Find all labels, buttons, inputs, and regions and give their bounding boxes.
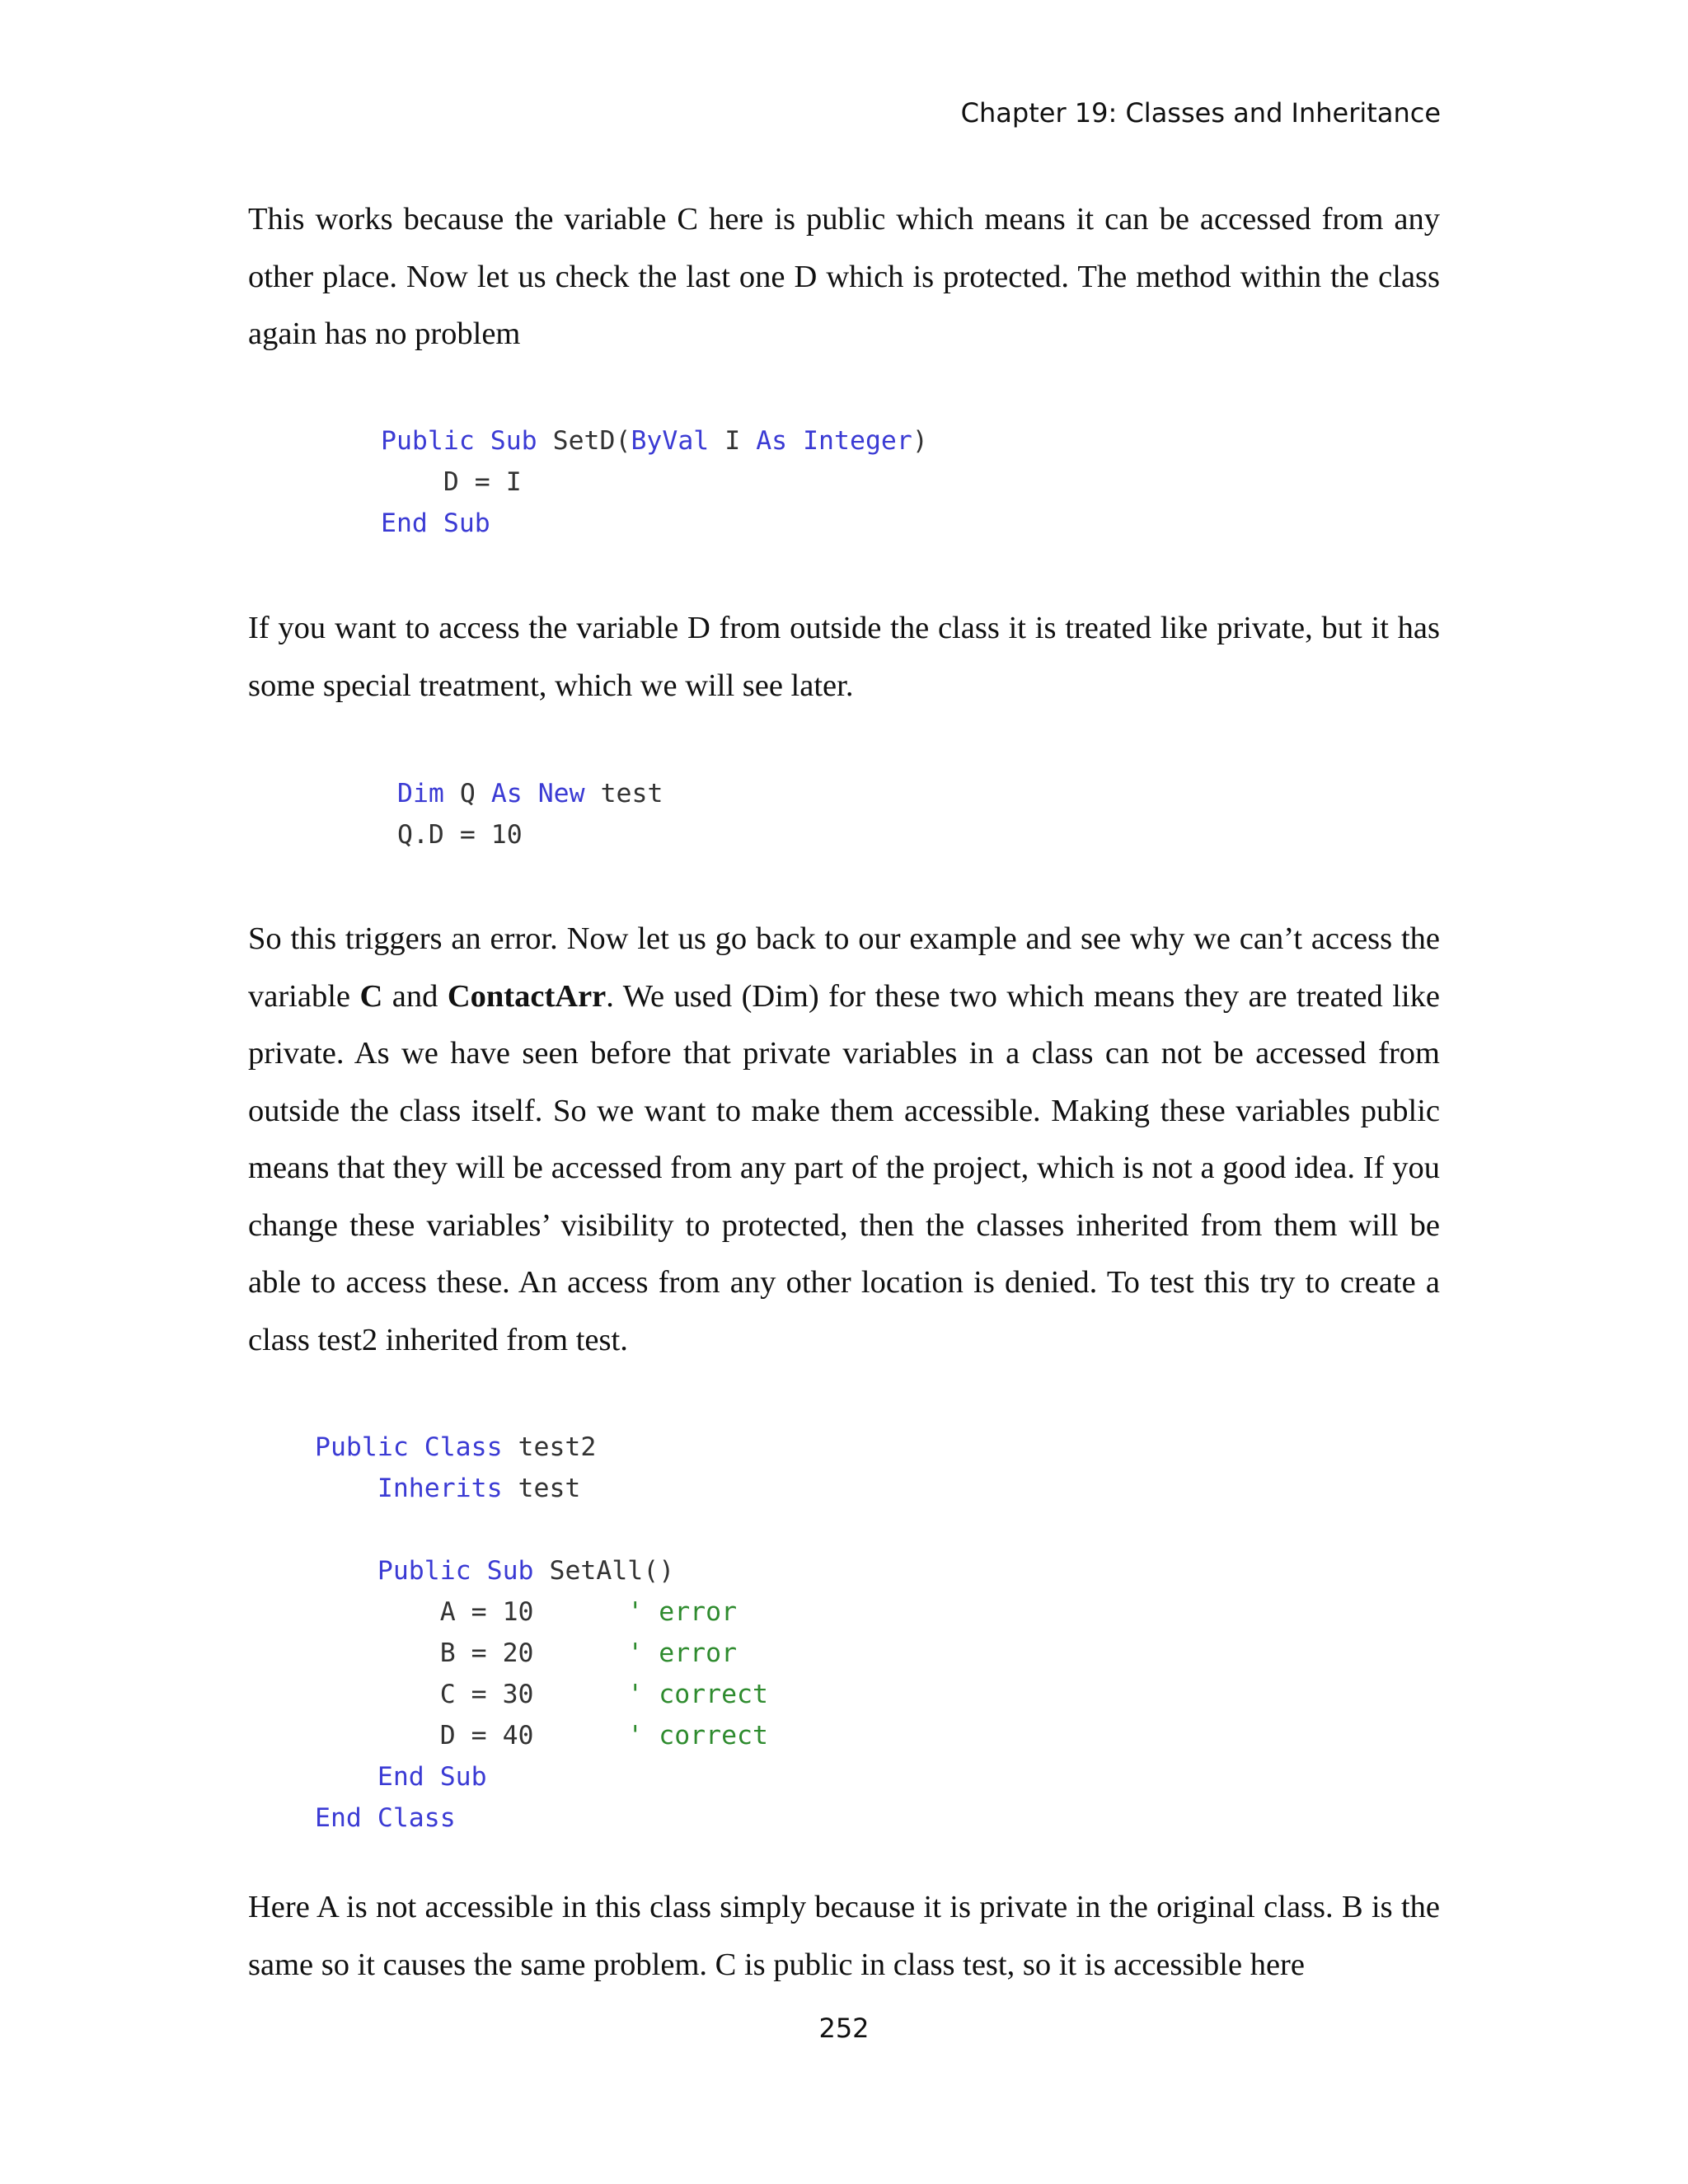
code-comment: ' error (627, 1638, 738, 1668)
bold-term-c: C (359, 978, 383, 1014)
code-line: End Class (315, 1803, 456, 1833)
paragraph-1: This works because the variable C here is public which means it can be accessed from any other place. Now let us check the last one D which is protected. The method within the class again has no problem (248, 202, 1440, 351)
code-line: Public Sub SetD(ByVal I As Integer) (381, 426, 928, 456)
code-block-setd (381, 420, 928, 544)
page-number: 252 (818, 2013, 870, 2044)
paragraph-2: If you want to access the variable D from outside the class it is treated like private, but it has some special treatment, which we will see later. (248, 611, 1440, 703)
code-line: Inherits test (377, 1474, 581, 1503)
code-line: Q.D = 10 (397, 820, 523, 850)
code-line: Public Sub SetAll() (377, 1556, 675, 1586)
code-line: A = 10 ' error (315, 1597, 738, 1627)
code-line: End Sub (377, 1762, 487, 1792)
code-line: B = 20 ' error (315, 1638, 738, 1668)
code-block-test2 (315, 1427, 768, 1839)
code-line: C = 30 ' correct (315, 1680, 768, 1709)
paragraph-3: So this triggers an error. Now let us go back to our example and see why we can’t access the variable C and ContactArr. We used (Dim) for these two which means they are treated like private. As we have seen before that private variables in a class can not be accessed from outside the class itself. So we want to make them accessible. Making these variables public means that they will be accessed from any part of the project, which is not a good idea. If you change these variables’ visibility to protected, then the classes inherited from them will be able to access these. An access from any other location is denied. To test this try to create a class test2 inherited from test. (248, 921, 1440, 1357)
code-line: End Sub (381, 509, 490, 538)
code-comment: ' correct (627, 1680, 768, 1709)
code-comment: ' error (627, 1597, 738, 1627)
code-line: Public Class test2 (315, 1432, 597, 1462)
code-line: D = 40 ' correct (315, 1721, 768, 1750)
code-line: Dim Q As New test (397, 779, 663, 808)
code-line: D = I (381, 467, 522, 497)
paragraph-4: Here A is not accessible in this class simply because it is private in the original class. B is the same so it causes the same problem. C is public in class test, so it is accessible here (248, 1890, 1440, 1982)
code-block-dim (397, 773, 663, 855)
code-comment: ' correct (627, 1721, 768, 1750)
bold-term-contactarr: ContactArr (447, 978, 607, 1014)
running-header: Chapter 19: Classes and Inheritance (960, 97, 1441, 129)
